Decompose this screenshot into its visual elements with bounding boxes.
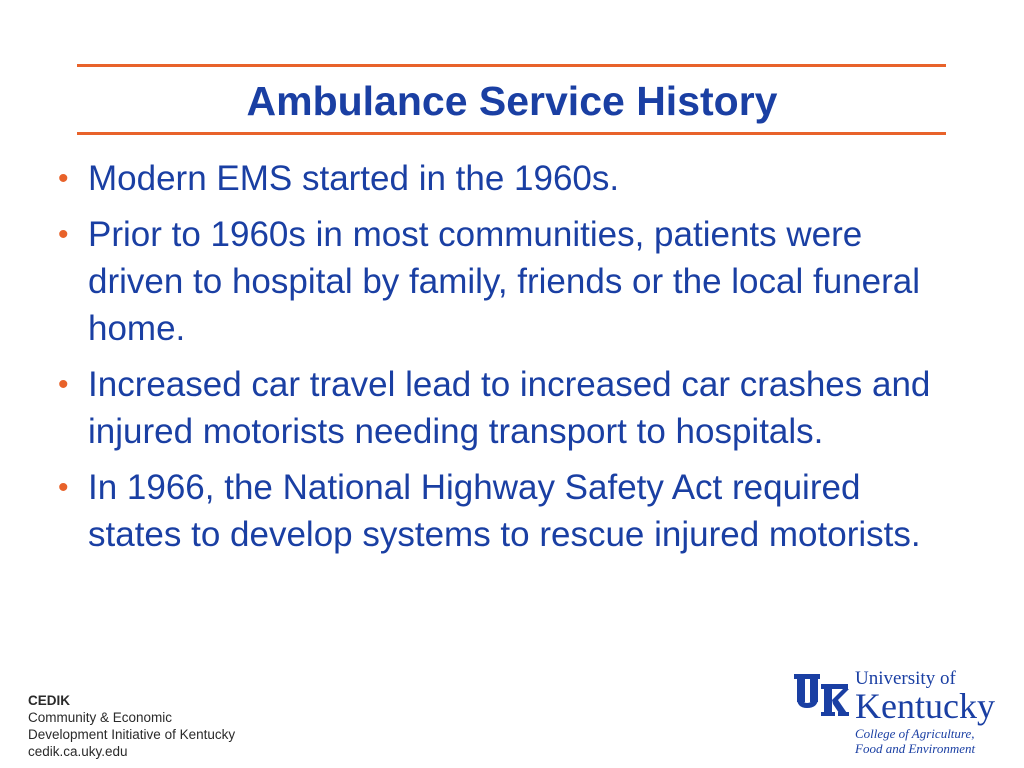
title-bottom-rule [77, 132, 946, 135]
uk-college-line2: Food and Environment [855, 741, 976, 756]
cedik-line1: Community & Economic [28, 710, 173, 725]
uk-college-line1: College of Agriculture, [855, 726, 975, 741]
bullet-icon: • [58, 162, 69, 195]
bullet-icon: • [58, 218, 69, 251]
bullet-list [58, 155, 958, 567]
cedik-logo [28, 692, 235, 760]
bullet-item [58, 464, 958, 558]
slide-title: Ambulance Service History [246, 78, 778, 124]
bullet-text: Prior to 1960s in most communities, patients were driven to hospital by family, friends or the local funeral home. [88, 215, 920, 348]
bullet-item [58, 361, 958, 455]
uk-logo-icon [793, 672, 849, 718]
cedik-url: cedik.ca.uky.edu [28, 744, 128, 759]
bullet-item [58, 155, 958, 202]
bullet-icon: • [58, 368, 69, 401]
cedik-name: CEDIK [28, 693, 71, 708]
uk-university-of: University of [855, 668, 956, 689]
uk-logo [793, 668, 1013, 758]
uk-college [855, 726, 975, 756]
bullet-item [58, 211, 958, 352]
title-top-rule [77, 64, 946, 67]
uk-kentucky: Kentucky [855, 686, 995, 726]
bullet-text: Modern EMS started in the 1960s. [88, 159, 620, 198]
cedik-line2: Development Initiative of Kentucky [28, 727, 236, 742]
bullet-text: In 1966, the National Highway Safety Act required states to develop systems to rescue injured motorists. [88, 468, 921, 554]
bullet-icon: • [58, 471, 69, 504]
bullet-text: Increased car travel lead to increased car crashes and injured motorists needing transport to hospitals. [88, 365, 931, 451]
